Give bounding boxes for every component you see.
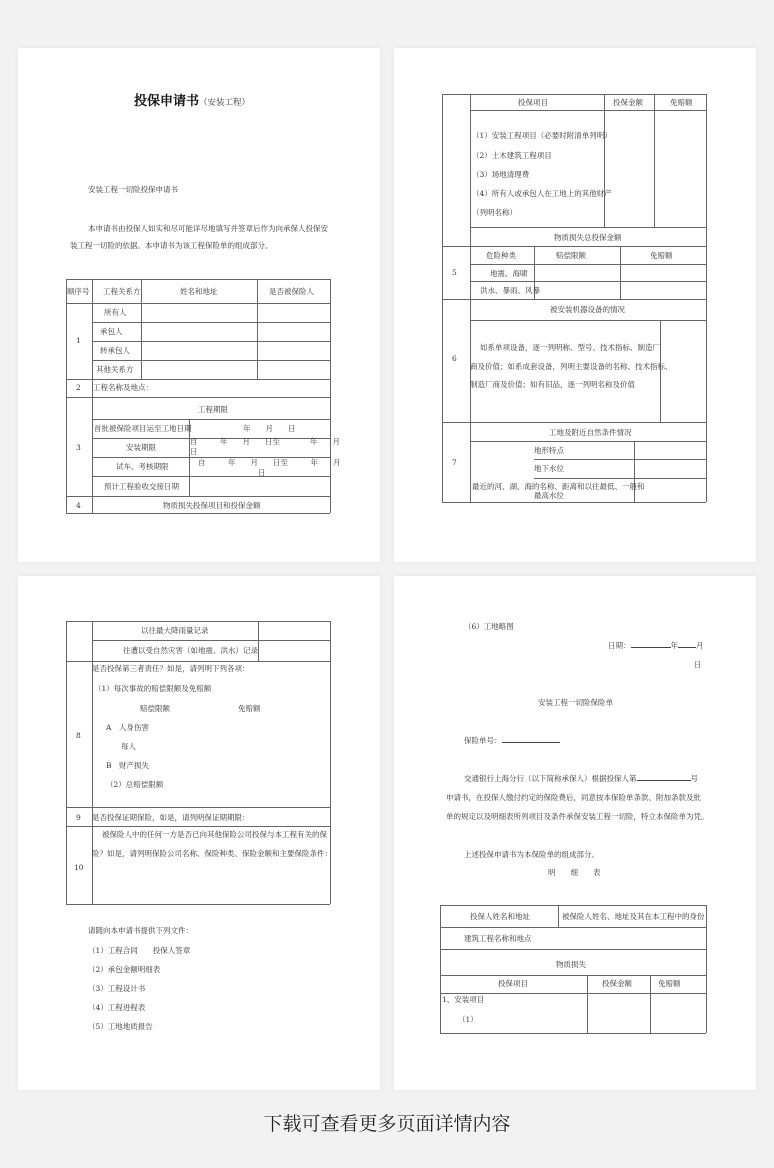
- document-page-3: [18, 576, 380, 1090]
- policy-para-2: 申请书，在投保人缴付约定的保险费后，同意按本保险单条款、附加条款及批: [446, 793, 701, 802]
- site-map: （6）工地略图: [464, 622, 514, 631]
- disaster-record: 往遭以受自然灾害（如地震、洪水）记录: [123, 646, 258, 655]
- other-insurance-line-2: 险？如是，请列明保险公司名称、保险种类、保险金额和主要保险条件：: [92, 849, 332, 858]
- total-limit: （2）总赔偿限额: [106, 780, 164, 789]
- party-other: 其他关系方: [96, 365, 134, 374]
- period-title: 工程期限: [198, 405, 228, 414]
- doc-1: （1）工程合同 投保人签章: [88, 946, 191, 955]
- header-relation: 工程关系方: [103, 287, 141, 296]
- total-amount: 物质损失总投保金额: [554, 233, 622, 242]
- row-number: 9: [76, 813, 81, 822]
- machinery-line-1: 如系单项设备，逐一列明称、型号、技术指标、制造厂: [480, 343, 660, 352]
- ded-header: 免赔额: [650, 251, 673, 260]
- insured-name-address: 投保人姓名和地址: [470, 912, 530, 921]
- row-number: 8: [76, 731, 81, 740]
- policy-para-4: 上述投保申请书为本保险单的组成部分。: [464, 850, 599, 859]
- test-from-to: 自 年 月 日至 年 月: [198, 458, 341, 467]
- item-1: （1）安装工程项目（必要时附清单列明）: [472, 131, 612, 140]
- amount-header: 投保金额: [602, 979, 632, 988]
- install-from-to: 自 年 月 日至 年 月: [190, 437, 340, 446]
- policy-number: 保险单号：: [464, 736, 560, 745]
- machinery-title: 被安装机器设备的情况: [550, 305, 625, 314]
- item-4-note: （列明名称）: [472, 208, 517, 217]
- party-subcontractor: 转承包人: [100, 346, 130, 355]
- schedule-title: 明 细 表: [548, 868, 601, 877]
- row-number: 10: [74, 863, 84, 872]
- doc-2: （2）承包金额明细表: [88, 965, 161, 974]
- period-test: 试车、考核期限: [116, 462, 169, 471]
- party-contractor: 承包人: [100, 327, 123, 336]
- document-page-4: [394, 576, 756, 1090]
- party-owner: 所有人: [104, 308, 127, 317]
- warranty-question: 是否投保证期保险，如是，请列明保证期期限：: [92, 813, 250, 822]
- install-item: 1、安装项目: [442, 995, 485, 1004]
- water-level-line-1: 最近的河、湖、海的名称、距离和以往最低、一般和: [472, 482, 645, 491]
- risk-header: 危险种类: [486, 251, 516, 260]
- header-insured: 是否被保险人: [269, 287, 314, 296]
- doc-5: （5）工地地质报告: [88, 1022, 153, 1031]
- row-number: 5: [452, 268, 457, 277]
- period-acceptance: 预计工程验收交接日期: [104, 482, 179, 491]
- header-items: 投保项目: [518, 98, 548, 107]
- document-page-1: [18, 48, 380, 562]
- personal-injury: A 人身伤害: [106, 723, 149, 732]
- deductible: 免赔额: [238, 704, 261, 713]
- date-day: 日: [694, 660, 702, 669]
- date-field: 年 月 日: [243, 424, 296, 433]
- machinery-line-3: 制造厂商及价值；如有旧品，逐一列明名称及价值: [470, 380, 635, 389]
- row-number: 6: [452, 354, 457, 363]
- row-number: 2: [76, 383, 81, 392]
- machinery-line-2: 商及价值；如系成套设备，列明主要设备的名称、技术指标、: [470, 362, 673, 371]
- period-delivery: 首批被保险项目运至工地日期: [94, 424, 192, 433]
- page-title: 投保申请书（安装工程）: [134, 94, 251, 109]
- row-number: 1: [76, 336, 81, 345]
- deductible-header: 免赔额: [658, 979, 681, 988]
- intro-line-2: 装工程一切险的依据。本申请书为该工程保险单的组成部分。: [70, 241, 273, 250]
- install-day: 日: [190, 447, 198, 456]
- material-loss: 物质损失: [556, 960, 586, 969]
- form-subtitle: 安装工程一切险投保申请书: [88, 185, 178, 194]
- header-seq: 顺序号: [67, 287, 90, 296]
- rainfall-record: 以往最大降雨量记录: [141, 626, 209, 635]
- period-installation: 安装期限: [126, 443, 156, 452]
- item-2: （2）土木建筑工程项目: [472, 151, 552, 160]
- per-person: 每人: [121, 742, 136, 751]
- header-name-address: 姓名和地址: [180, 287, 218, 296]
- date-line: 日期： 年 月: [608, 641, 704, 650]
- risk-flood: 洪水、暴雨、风暴: [480, 286, 540, 295]
- risk-earthquake: 地震、海啸: [490, 269, 528, 278]
- row-number: 4: [76, 501, 81, 510]
- property-damage: B 财产损失: [106, 761, 150, 770]
- comp-header: 赔偿限额: [556, 251, 586, 260]
- document-page-2: [394, 48, 756, 562]
- project-name-location: 建筑工程名称和地点: [464, 934, 532, 943]
- row-number: 7: [452, 458, 457, 467]
- header-deductible: 免赔额: [670, 98, 693, 107]
- water-level-line-2: 最高水位: [534, 491, 564, 500]
- site-conditions-title: 工地及附近自然条件情况: [549, 428, 632, 437]
- policy-para-1: 交通银行上海分行（以下简称承保人）根据投保人第 号: [464, 774, 698, 783]
- groundwater: 地下水位: [534, 464, 564, 473]
- docs-intro: 请随向本申请书提供下列文件：: [88, 926, 193, 935]
- install-item-sub: （1）: [458, 1015, 478, 1024]
- third-party-question: 是否投保第三者责任？如是，请列明下列各项：: [92, 664, 250, 673]
- item-3: （3）场地清理费: [472, 170, 530, 179]
- doc-3: （3）工程设计书: [88, 984, 146, 993]
- header-amount: 投保金额: [613, 98, 643, 107]
- terrain: 地形特点: [534, 446, 564, 455]
- item-4: （4）所有人或承包人在工地上的其他财产: [472, 189, 612, 198]
- policy-para-3: 单的规定以及明细表所列项目及条件承保安装工程一切险，特立本保险单为凭。: [446, 812, 709, 821]
- doc-4: （4）工程进程表: [88, 1003, 146, 1012]
- per-accident-limit: （1）每次事故的赔偿限额及免赔额: [94, 684, 212, 693]
- download-prompt[interactable]: 下载可查看更多页面详情内容: [263, 1113, 511, 1135]
- test-day: 日: [258, 468, 266, 477]
- material-loss-items: 物质损失投保项目和投保金额: [163, 501, 261, 510]
- other-insurance-line-1: 被保险人中的任何一方是否已向其他保险公司投保与本工程有关的保: [102, 830, 327, 839]
- project-name-location: 工程名称及地点：: [93, 383, 153, 392]
- row-number: 3: [76, 443, 81, 452]
- comp-limit: 赔偿限额: [140, 704, 170, 713]
- insured-identity: 被保险人姓名、地址及其在本工程中的身份: [562, 912, 705, 921]
- items-header: 投保项目: [498, 979, 528, 988]
- intro-line-1: 本申请书由投保人如实和尽可能详尽地填写并签章后作为向承保人投保安: [88, 224, 328, 233]
- policy-title: 安装工程一切险保险单: [538, 698, 613, 707]
